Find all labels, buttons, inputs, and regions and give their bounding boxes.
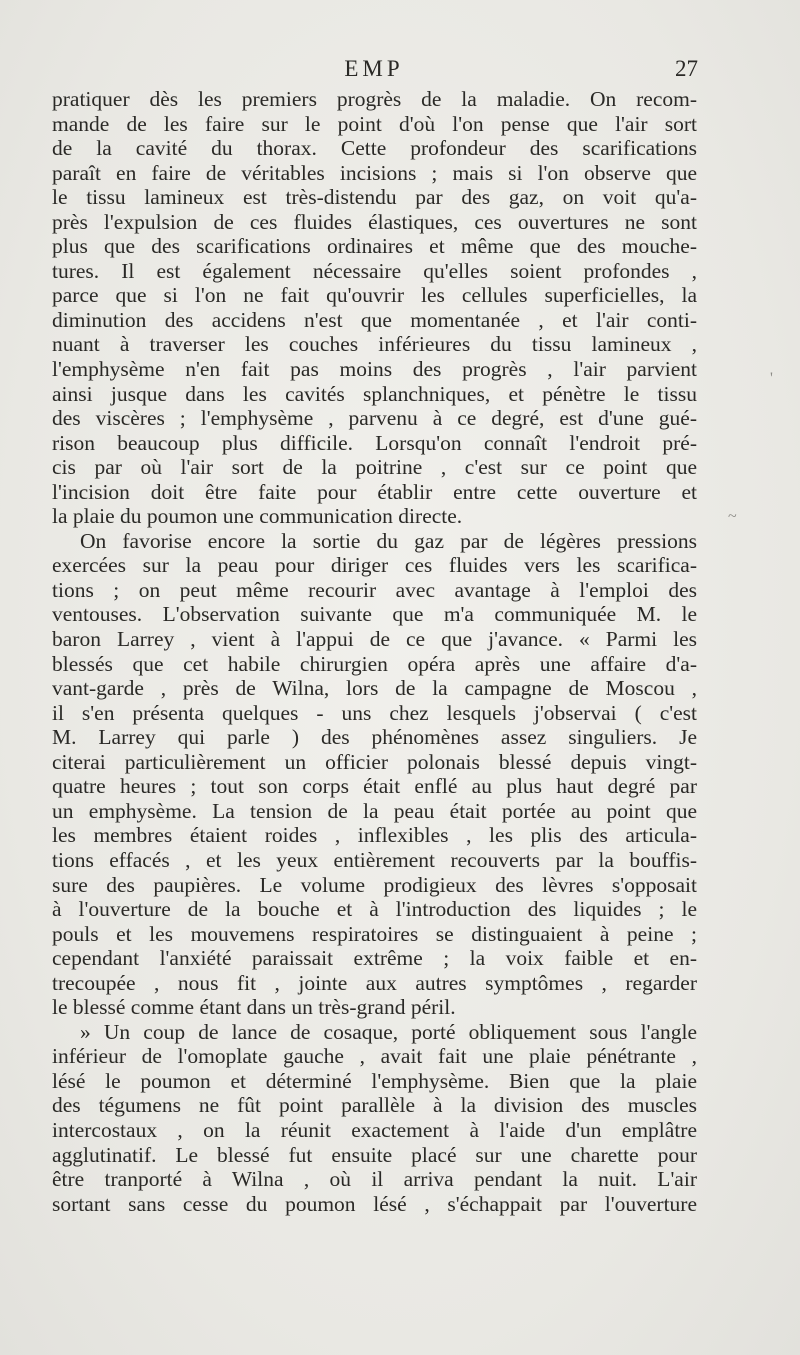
text-line: lésé le poumon et déterminé l'emphysème. Bien que la plaie xyxy=(52,1068,697,1093)
text-line: il s'en présenta quelques - uns chez lesquels j'observai ( c'est xyxy=(52,700,697,725)
text-line: pratiquer dès les premiers progrès de la maladie. On recom- xyxy=(52,87,697,111)
margin-mark: ~ xyxy=(728,508,737,525)
text-line: On favorise encore la sortie du gaz par de légères pressions xyxy=(80,528,697,553)
text-line: à l'ouverture de la bouche et à l'introduction des liquides ; le xyxy=(52,897,697,922)
text-line: quatre heures ; tout son corps était enflé au plus haut degré par xyxy=(52,774,697,799)
page-number: 27 xyxy=(675,56,698,81)
text-line: intercostaux , on la réunit exactement à l'aide d'un emplâtre xyxy=(52,1117,697,1142)
text-line: être tranporté à Wilna , où il arriva pendant la nuit. L'air xyxy=(52,1167,697,1192)
text-line: agglutinatif. Le blessé fut ensuite placé sur une charette pour xyxy=(52,1142,697,1167)
page-header xyxy=(50,56,698,88)
text-line: cis par où l'air sort de la poitrine , c'est sur ce point que xyxy=(52,455,697,480)
text-line: trecoupée , nous fit , jointe aux autres symptômes , regarder xyxy=(52,970,697,995)
text-line: rison beaucoup plus difficile. Lorsqu'on connaît l'endroit pré- xyxy=(52,430,697,455)
text-line: plus que des scarifications ordinaires et même que des mouche- xyxy=(52,234,697,259)
text-line: pouls et les mouvemens respiratoires se distinguaient à peine ; xyxy=(52,921,697,946)
text-line: des tégumens ne fût point parallèle à la division des muscles xyxy=(52,1093,697,1118)
text-line: M. Larrey qui parle ) des phénomènes assez singuliers. Je xyxy=(52,725,697,750)
text-line: nuant à traverser les couches inférieures du tissu lamineux , xyxy=(52,332,697,357)
text-line: un emphysème. La tension de la peau était portée au point que xyxy=(52,798,697,823)
text-line: inférieur de l'omoplate gauche , avait fait une plaie pénétrante , xyxy=(52,1044,697,1069)
running-head: EMP xyxy=(344,56,404,81)
text-line: sure des paupières. Le volume prodigieux des lèvres s'opposait xyxy=(52,872,697,897)
text-line: des viscères ; l'emphysème , parvenu à ce degré, est d'une gué- xyxy=(52,406,697,431)
text-line: » Un coup de lance de cosaque, porté obliquement sous l'angle xyxy=(80,1019,697,1044)
text-line: citerai particulièrement un officier polonais blessé depuis vingt- xyxy=(52,749,697,774)
text-line: près l'expulsion de ces fluides élastiques, ces ouvertures ne sont xyxy=(52,209,697,234)
text-line: la plaie du poumon une communication directe. xyxy=(52,504,463,529)
text-line: sortant sans cesse du poumon lésé , s'échappait par l'ouverture xyxy=(52,1191,697,1216)
text-line: tions ; on peut même recourir avec avantage à l'emploi des xyxy=(52,577,697,602)
text-line: ventouses. L'observation suivante que m'a communiquée M. le xyxy=(52,602,697,627)
text-line: blessés que cet habile chirurgien opéra après une affaire d'a- xyxy=(52,651,697,676)
text-line: mande de les faire sur le point d'où l'on pense que l'air sort xyxy=(52,111,697,136)
text-line: le blessé comme étant dans un très-grand péril. xyxy=(52,995,456,1020)
margin-mark: ' xyxy=(770,370,773,387)
text-line: paraît en faire de véritables incisions ; mais si l'on observe que xyxy=(52,160,697,185)
text-line: de la cavité du thorax. Cette profondeur des scarifications xyxy=(52,136,697,161)
text-line: baron Larrey , vient à l'appui de ce que j'avance. « Parmi les xyxy=(52,627,697,652)
text-line: vant-garde , près de Wilna, lors de la campagne de Moscou , xyxy=(52,676,697,701)
text-line: les membres étaient roides , inflexibles , les plis des articula- xyxy=(52,823,697,848)
text-line: tures. Il est également nécessaire qu'elles soient profondes , xyxy=(52,258,697,283)
text-line: exercées sur la peau pour diriger ces fluides vers les scarifica- xyxy=(52,553,697,578)
text-line: l'incision doit être faite pour établir entre cette ouverture et xyxy=(52,479,697,504)
text-line: ainsi jusque dans les cavités splanchniques, et pénètre le tissu xyxy=(52,381,697,406)
text-line: parce que si l'on ne fait qu'ouvrir les cellules superficielles, la xyxy=(52,283,697,308)
body-text xyxy=(52,87,697,1216)
text-line: le tissu lamineux est très-distendu par des gaz, on voit qu'a- xyxy=(52,185,697,210)
text-line: cependant l'anxiété paraissait extrême ; la voix faible et en- xyxy=(52,946,697,971)
text-line: tions effacés , et les yeux entièrement recouverts par la bouffis- xyxy=(52,847,697,872)
text-line: diminution des accidens n'est que momentanée , et l'air conti- xyxy=(52,307,697,332)
text-line: l'emphysème n'en fait pas moins des progrès , l'air parvient xyxy=(52,357,697,382)
